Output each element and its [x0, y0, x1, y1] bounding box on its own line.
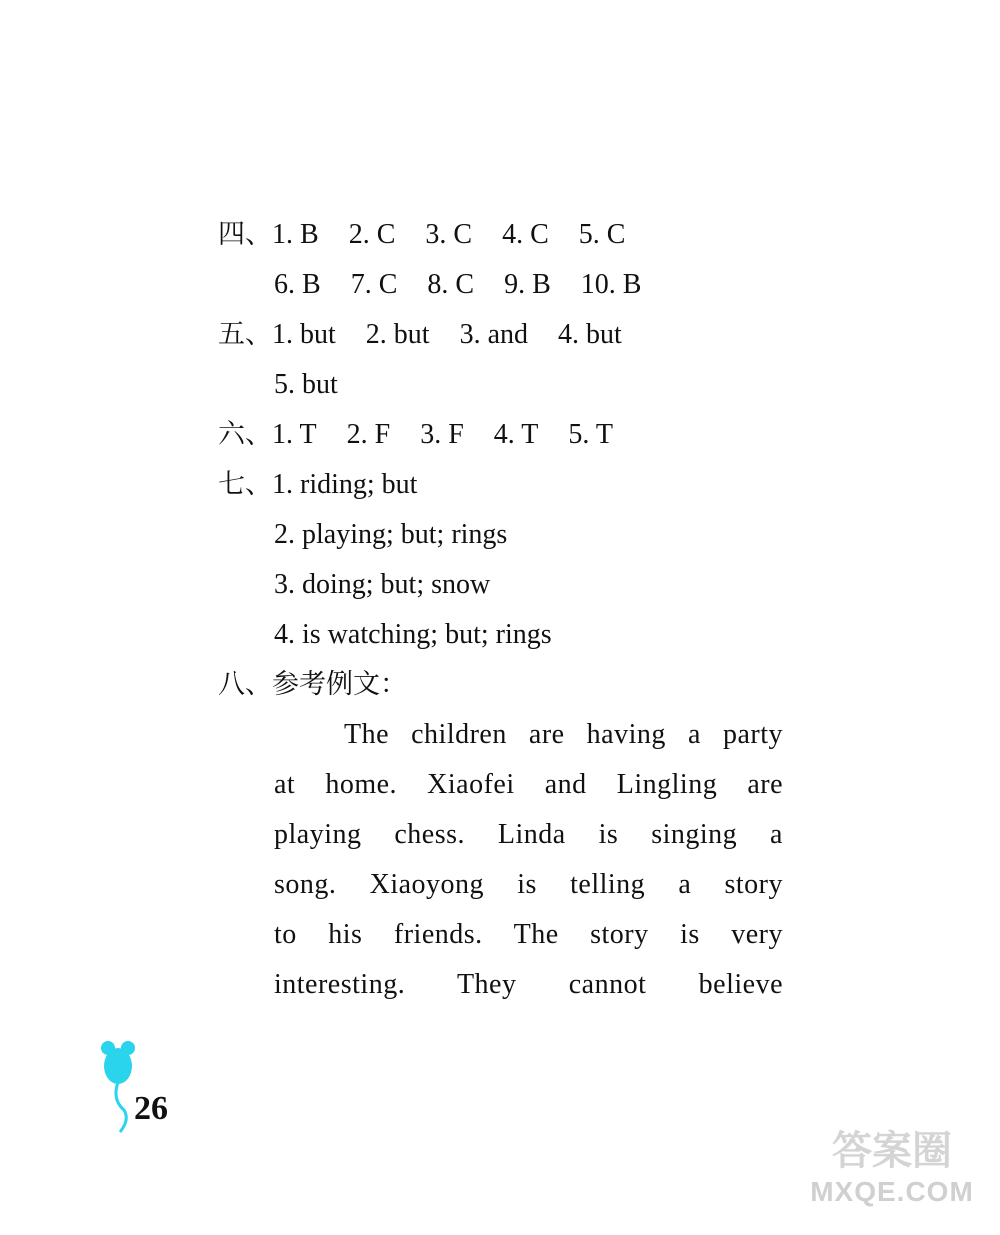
section-5-label: 五、 [218, 319, 272, 350]
answer-item: 2. but [365, 319, 430, 350]
section-6-row-1 [218, 410, 643, 460]
answer-item: 4. but [558, 319, 622, 350]
section-8-heading [218, 660, 407, 710]
answer-item: 3. F [420, 419, 464, 450]
answer-item: 1. B [272, 219, 319, 250]
answer-item: 5. C [578, 219, 626, 250]
essay-line: interesting. They cannot believe [274, 969, 783, 1000]
section-7-item-2 [274, 510, 507, 560]
answer-item: 9. B [504, 269, 551, 300]
section-4-row-2 [274, 260, 671, 310]
section-5-row-1 [218, 310, 652, 360]
watermark-text: MXQE.COM [810, 1176, 974, 1207]
answer-item: 2. F [346, 419, 391, 450]
answer-item: 3. and [459, 319, 528, 350]
section-7-item-1 [218, 460, 417, 510]
sample-essay-heading: 参考例文： [272, 669, 407, 700]
answer-item: 3. C [425, 219, 473, 250]
answer-item: 6. B [274, 269, 321, 300]
section-7-label: 七、 [218, 469, 272, 500]
answer-item: 4. T [493, 419, 539, 450]
answer-item: 5. but [274, 369, 338, 400]
section-5-row-2 [274, 360, 368, 410]
answer-item: 2. playing; but; rings [274, 519, 508, 550]
answer-item: 1. riding; but [272, 469, 418, 500]
answer-item: 4. C [502, 219, 549, 250]
essay-line: to his friends. The story is very [274, 919, 783, 950]
answer-item: 1. T [272, 419, 317, 450]
essay-line: at home. Xiaofei and Lingling are [274, 769, 783, 800]
watermark [802, 1127, 982, 1217]
page-number: 26 [134, 1090, 168, 1127]
section-4-label: 四、 [218, 219, 272, 250]
section-6-label: 六、 [218, 419, 272, 450]
watermark-logo: 答案圈 [832, 1128, 952, 1174]
answer-item: 2. C [348, 219, 396, 250]
section-8-label: 八、 [218, 669, 272, 700]
answer-item: 7. C [350, 269, 398, 300]
answer-item: 4. is watching; but; rings [274, 619, 552, 650]
answer-item: 8. C [427, 269, 475, 300]
sample-essay [274, 710, 783, 1010]
answer-item: 5. T [568, 419, 613, 450]
section-7-item-4 [274, 610, 552, 660]
essay-line: song. Xiaoyong is telling a story [274, 869, 783, 900]
answer-item: 1. but [272, 319, 336, 350]
answer-item: 10. B [580, 269, 642, 300]
essay-line: The children are having a party [344, 719, 783, 750]
answer-item: 3. doing; but; snow [274, 569, 491, 600]
essay-line: playing chess. Linda is singing a [274, 819, 783, 850]
section-7-item-3 [274, 560, 490, 610]
section-4-row-1 [218, 210, 655, 260]
